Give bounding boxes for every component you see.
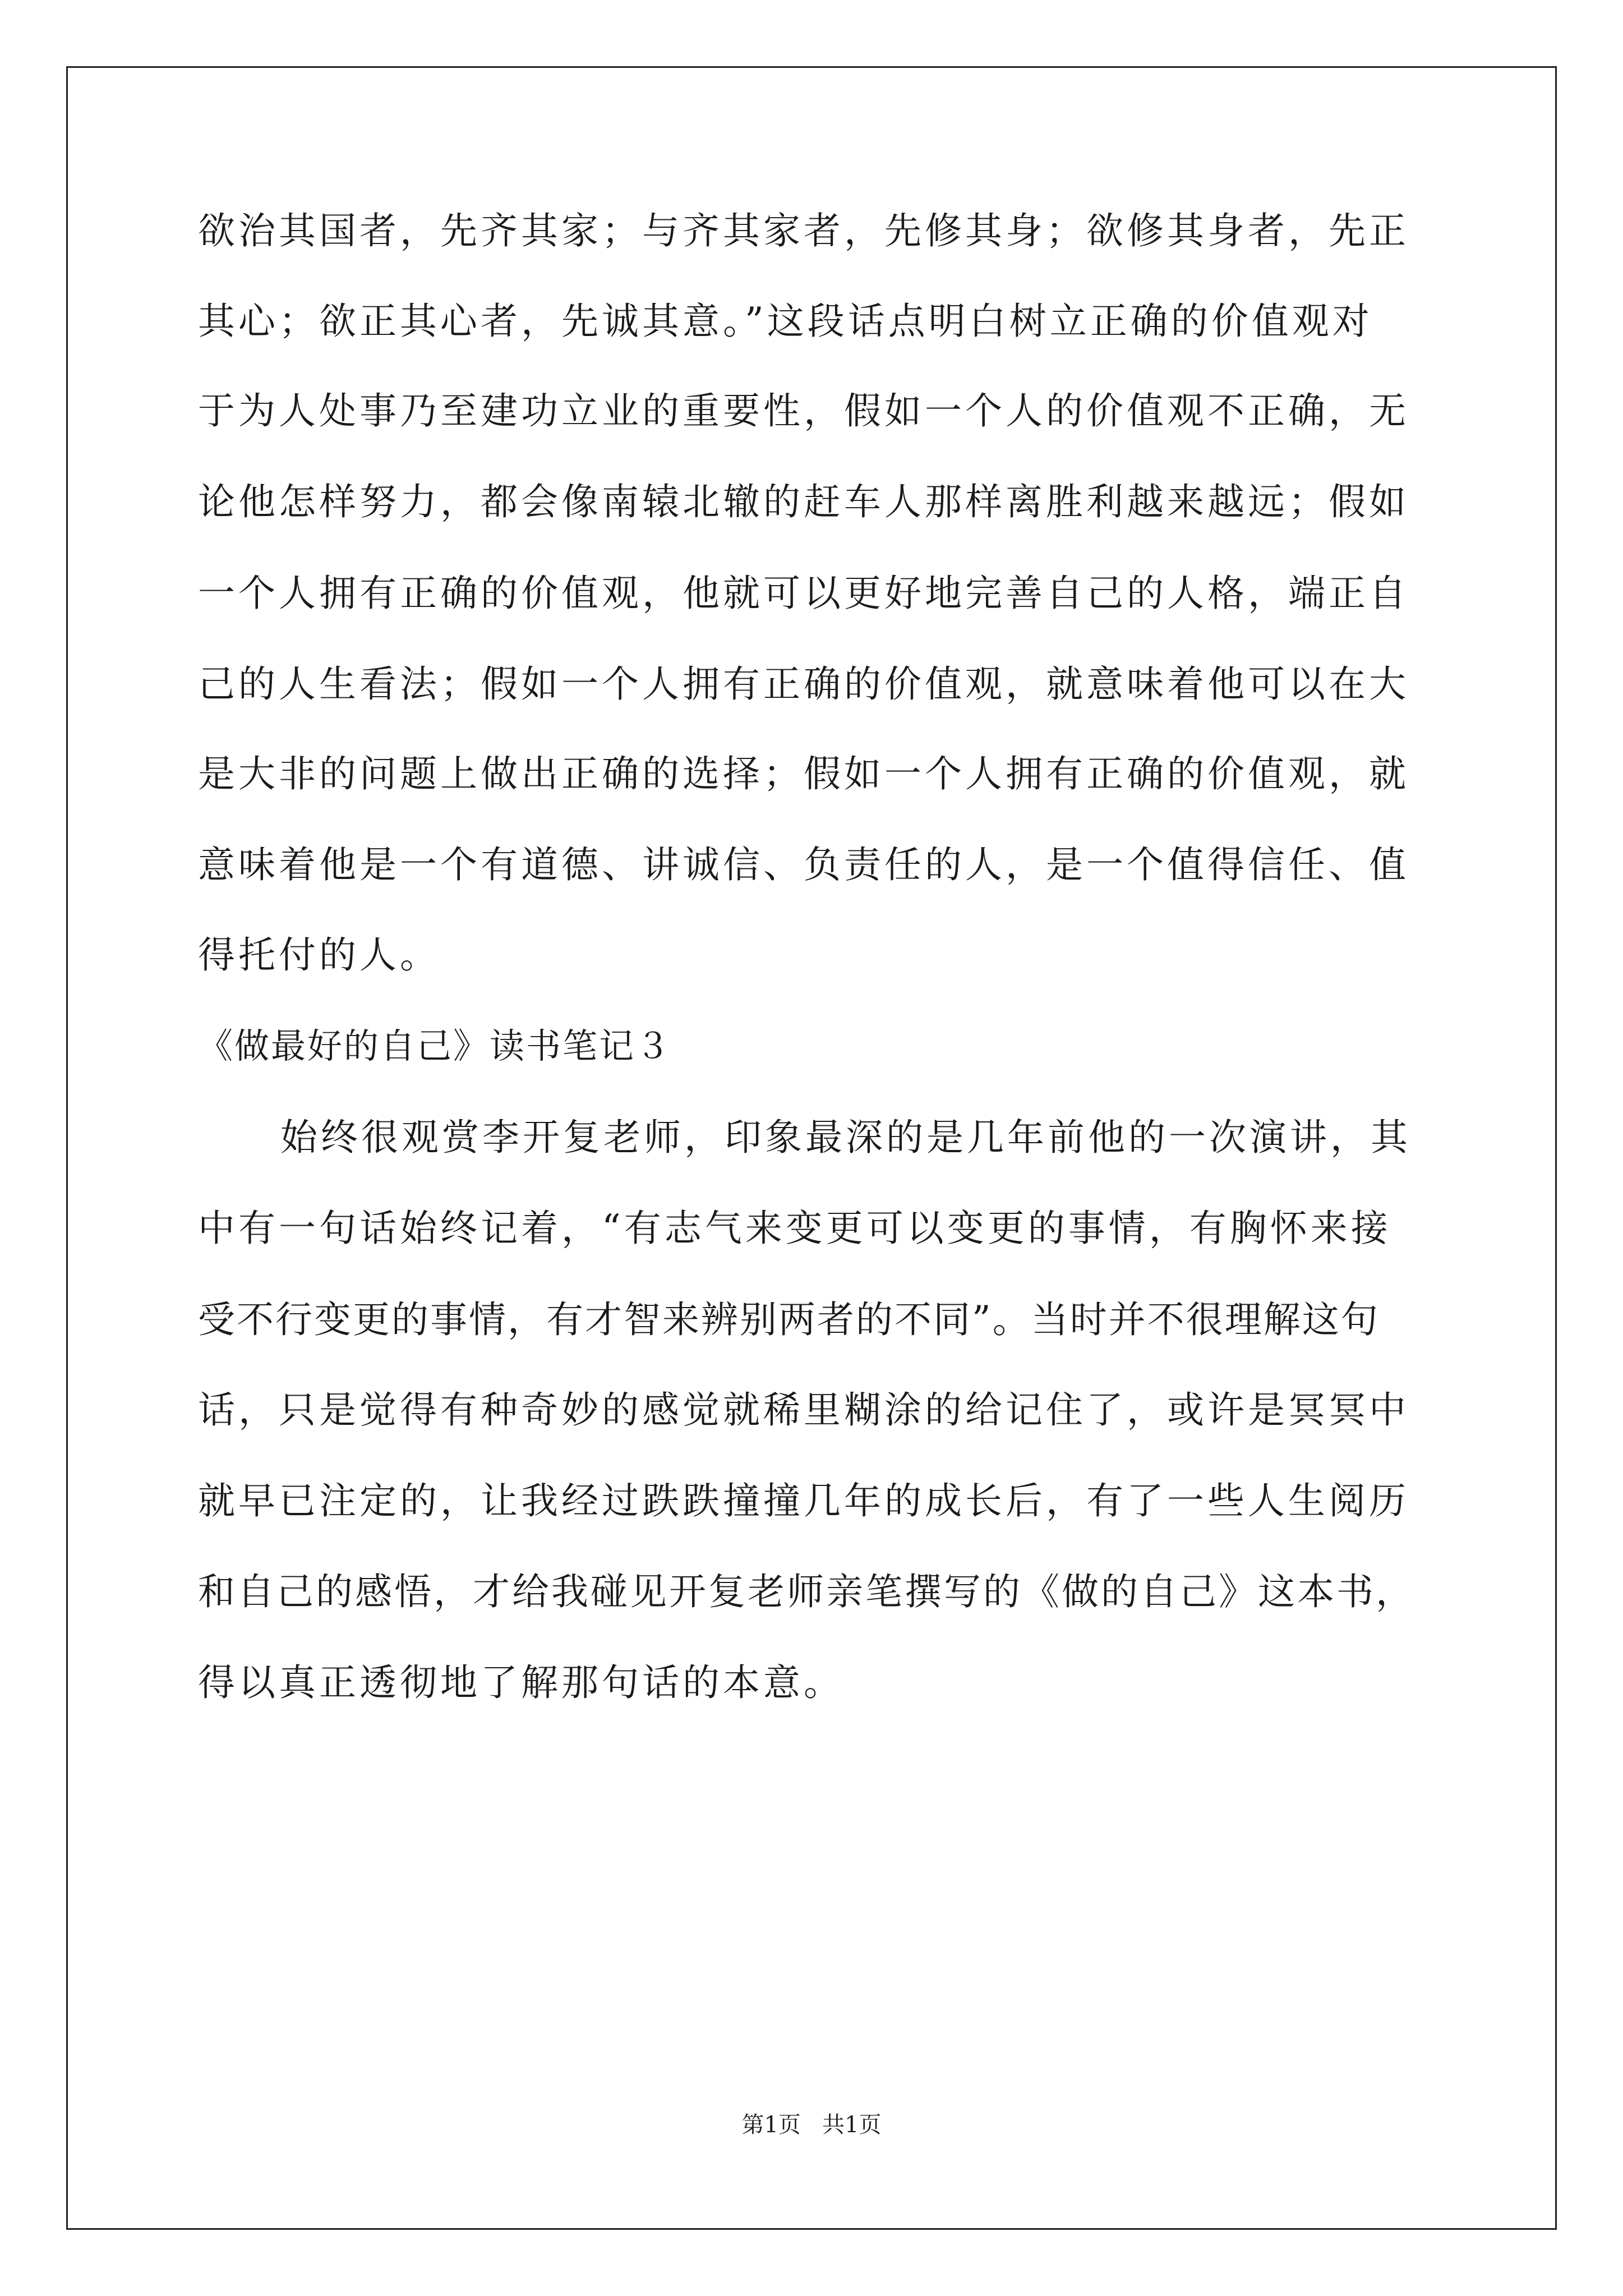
paragraph-2-line-3: 受不行变更的事情，有才智来辨别两者的不同”。当时并不很理解这句 (198, 1298, 1380, 1341)
page-footer: 第1页 共1页 (741, 2112, 882, 2138)
paragraph-2-line-1: 始终很观赏李开复老师，印象最深的是几年前他的一次演讲，其 (280, 1116, 1411, 1159)
paragraph-2-line-2: 中有一句话始终记着，“有志气来变更可以变更的事情，有胸怀来接 (198, 1207, 1391, 1250)
paragraph-1-line-6: 己的人生看法；假如一个人拥有正确的价值观，就意味着他可以在大 (198, 662, 1409, 706)
paragraph-1-line-2: 其心；欲正其心者，先诚其意。”这段话点明白树立正确的价值观对 (198, 300, 1373, 343)
paragraph-1-line-7: 是大非的问题上做出正确的选择；假如一个人拥有正确的价值观，就 (198, 752, 1409, 795)
paragraph-2-line-7: 得以真正透彻地了解那句话的本意。 (198, 1661, 844, 1704)
section-title: 《做最好的自己》读书笔记３ (198, 1025, 672, 1066)
paragraph-1-line-3: 于为人处事乃至建功立业的重要性，假如一个人的价值观不正确，无 (198, 389, 1409, 432)
paragraph-1-line-4: 论他怎样努力，都会像南辕北辙的赶车人那样离胜利越来越远；假如 (198, 480, 1409, 523)
paragraph-2-line-6: 和自己的感悟，才给我碰见开复老师亲笔撰写的《做的自己》这本书， (198, 1570, 1415, 1613)
paragraph-1-line-5: 一个人拥有正确的价值观，他就可以更好地完善自己的人格，端正自 (198, 572, 1409, 615)
paragraph-2-line-5: 就早已注定的，让我经过跌跌撞撞几年的成长后，有了一些人生阅历 (198, 1479, 1409, 1522)
paragraph-1-line-1: 欲治其国者，先齐其家；与齐其家者，先修其身；欲修其身者，先正 (198, 209, 1409, 252)
paragraph-1-line-8: 意味着他是一个有道德、讲诚信、负责任的人，是一个值得信任、值 (198, 843, 1409, 886)
paragraph-1-line-9: 得托付的人。 (198, 933, 440, 977)
paragraph-2-line-4: 话，只是觉得有种奇妙的感觉就稀里糊涂的给记住了，或许是冥冥中 (198, 1388, 1409, 1432)
